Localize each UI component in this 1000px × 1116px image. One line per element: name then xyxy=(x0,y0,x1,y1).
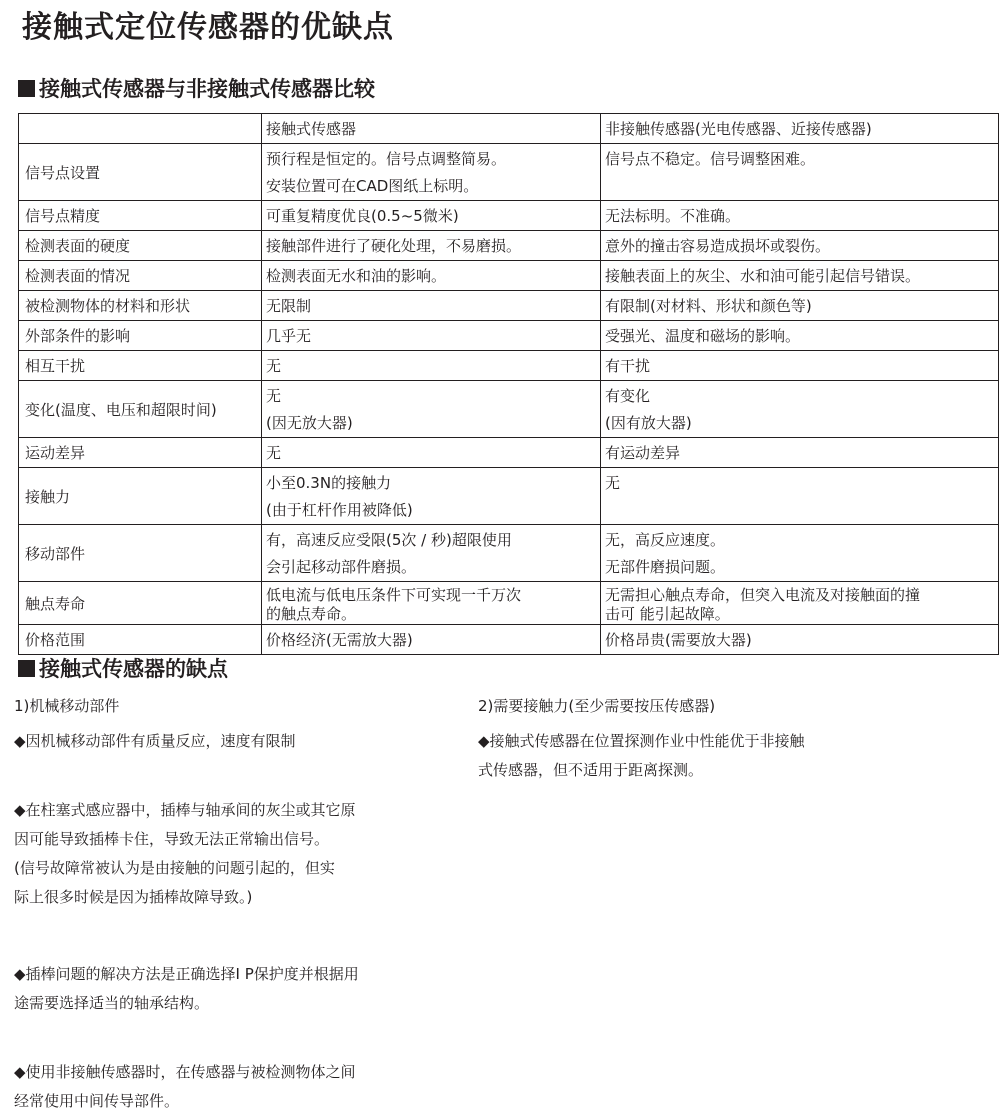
cell-text-line: 受强光、温度和磁场的影响。 xyxy=(605,327,801,345)
disadvantages-left-column xyxy=(14,692,469,1116)
paragraph-line: ◆接触式传感器在位置探测作业中性能优于非接触 xyxy=(478,732,805,750)
disadvantages-section-heading xyxy=(18,656,228,682)
cell-text-line: 价格昂贵(需要放大器) xyxy=(605,631,752,649)
page-title: 接触式定位传感器的优缺点 xyxy=(22,10,394,45)
row-label-cell: 接触力 xyxy=(19,468,262,525)
comparison-section-heading xyxy=(18,76,375,102)
noncontact-cell xyxy=(601,321,999,351)
noncontact-cell xyxy=(601,201,999,231)
paragraph-line: ◆在柱塞式感应器中，插棒与轴承间的灰尘或其它原 xyxy=(14,801,356,819)
table-row xyxy=(19,201,999,231)
row-label-cell: 价格范围 xyxy=(19,625,262,655)
cell-text-line: 价格经济(无需放大器) xyxy=(266,631,413,649)
moving-parts-paragraph-4 xyxy=(14,1058,469,1116)
noncontact-cell xyxy=(601,261,999,291)
cell-text-line: 会引起移动部件磨损。 xyxy=(266,558,417,576)
cell-text-line: 无，高反应速度。 xyxy=(605,531,726,549)
row-label-cell: 外部条件的影响 xyxy=(19,321,262,351)
noncontact-cell xyxy=(601,231,999,261)
cell-text-line: (由于杠杆作用被降低) xyxy=(266,501,413,519)
cell-text-line: 无部件磨损问题。 xyxy=(605,558,726,576)
table-row xyxy=(19,525,999,582)
cell-text-line: (因有放大器) xyxy=(605,414,692,432)
cell-text-line: 无限制 xyxy=(266,297,312,315)
moving-parts-title: 1)机械移动部件 xyxy=(14,697,120,715)
cell-text-line: 预行程是恒定的。信号点调整简易。 xyxy=(266,150,507,168)
noncontact-cell xyxy=(601,582,999,625)
header-cell-empty xyxy=(19,114,262,144)
cell-text-line: 无 xyxy=(266,387,282,405)
row-label-cell: 检测表面的情况 xyxy=(19,261,262,291)
cell-text-line: 检测表面无水和油的影响。 xyxy=(266,267,447,285)
row-label-cell: 信号点设置 xyxy=(19,144,262,201)
cell-text-line: 有运动差异 xyxy=(605,444,681,462)
table-row xyxy=(19,321,999,351)
cell-text-line: 无需担心触点寿命，但突入电流及对接触面的撞 xyxy=(605,586,921,604)
moving-parts-paragraph-2 xyxy=(14,796,469,912)
square-bullet-icon xyxy=(18,80,35,97)
contact-force-paragraph-1 xyxy=(478,727,938,785)
row-label-cell: 检测表面的硬度 xyxy=(19,231,262,261)
paragraph-line: ◆插棒问题的解决方法是正确选择I P保护度并根据用 xyxy=(14,965,359,983)
contact-cell xyxy=(262,261,601,291)
table-row xyxy=(19,231,999,261)
contact-cell xyxy=(262,351,601,381)
cell-text-line: 低电流与低电压条件下可实现一千万次 xyxy=(266,586,522,604)
contact-cell xyxy=(262,468,601,525)
noncontact-cell xyxy=(601,351,999,381)
row-label-cell: 变化(温度、电压和超限时间) xyxy=(19,381,262,438)
noncontact-cell xyxy=(601,381,999,438)
cell-text-line: 小至0.3N的接触力 xyxy=(266,474,392,492)
contact-cell xyxy=(262,144,601,201)
contact-force-title: 2)需要接触力(至少需要按压传感器) xyxy=(478,697,716,715)
noncontact-cell xyxy=(601,525,999,582)
cell-text-line: (因无放大器) xyxy=(266,414,353,432)
cell-text-line: 信号点不稳定。信号调整困难。 xyxy=(605,150,816,168)
cell-text-line: 无法标明。不准确。 xyxy=(605,207,741,225)
noncontact-cell xyxy=(601,438,999,468)
contact-cell xyxy=(262,231,601,261)
disadvantages-heading-text: 接触式传感器的缺点 xyxy=(39,657,228,681)
cell-text-line: 安装位置可在CAD图纸上标明。 xyxy=(266,177,479,195)
row-label-cell: 触点寿命 xyxy=(19,582,262,625)
cell-text-line: 无 xyxy=(605,474,621,492)
square-bullet-icon xyxy=(18,660,35,677)
table-row xyxy=(19,468,999,525)
paragraph-line: (信号故障常被认为是由接触的问题引起的，但实 xyxy=(14,859,335,877)
row-label-cell: 移动部件 xyxy=(19,525,262,582)
row-label-cell: 相互干扰 xyxy=(19,351,262,381)
table-row xyxy=(19,351,999,381)
cell-text-line: 有变化 xyxy=(605,387,651,405)
paragraph-line: 经常使用中间传导部件。 xyxy=(14,1092,180,1110)
cell-text-line: 接触表面上的灰尘、水和油可能引起信号错误。 xyxy=(605,267,921,285)
cell-text-line: 有限制(对材料、形状和颜色等) xyxy=(605,297,812,315)
table-row xyxy=(19,144,999,201)
moving-parts-paragraph-1: ◆因机械移动部件有质量反应，速度有限制 xyxy=(14,732,296,750)
contact-cell xyxy=(262,381,601,438)
row-label-cell: 被检测物体的材料和形状 xyxy=(19,291,262,321)
table-row xyxy=(19,582,999,625)
cell-text-line: 的触点寿命。 xyxy=(266,605,357,623)
comparison-heading-text: 接触式传感器与非接触式传感器比较 xyxy=(39,77,375,101)
row-label-cell: 运动差异 xyxy=(19,438,262,468)
contact-cell xyxy=(262,525,601,582)
table-row xyxy=(19,381,999,438)
noncontact-cell xyxy=(601,144,999,201)
table-row xyxy=(19,625,999,655)
header-cell-noncontact: 非接触传感器(光电传感器、近接传感器) xyxy=(601,114,999,144)
table-header-row xyxy=(19,114,999,144)
cell-text-line: 无 xyxy=(266,444,282,462)
contact-cell xyxy=(262,625,601,655)
noncontact-cell xyxy=(601,468,999,525)
contact-cell xyxy=(262,582,601,625)
paragraph-line: ◆使用非接触传感器时，在传感器与被检测物体之间 xyxy=(14,1063,356,1081)
paragraph-line: 式传感器，但不适用于距离探测。 xyxy=(478,761,704,779)
comparison-table xyxy=(18,113,999,655)
contact-cell xyxy=(262,201,601,231)
paragraph-line: 途需要选择适当的轴承结构。 xyxy=(14,994,210,1012)
contact-cell xyxy=(262,291,601,321)
noncontact-cell xyxy=(601,291,999,321)
paragraph-line: 际上很多时候是因为插棒故障导致。) xyxy=(14,888,253,906)
disadvantages-right-column xyxy=(478,692,938,785)
table-row xyxy=(19,261,999,291)
cell-text-line: 几乎无 xyxy=(266,327,312,345)
cell-text-line: 接触部件进行了硬化处理，不易磨损。 xyxy=(266,237,522,255)
cell-text-line: 无 xyxy=(266,357,282,375)
paragraph-line: 因可能导致插棒卡住，导致无法正常输出信号。 xyxy=(14,830,330,848)
cell-text-line: 可重复精度优良(0.5~5微米) xyxy=(266,207,459,225)
moving-parts-paragraph-3 xyxy=(14,960,469,1018)
cell-text-line: 击可 能引起故障。 xyxy=(605,605,730,623)
noncontact-cell xyxy=(601,625,999,655)
header-cell-contact: 接触式传感器 xyxy=(262,114,601,144)
cell-text-line: 意外的撞击容易造成损坏或裂伤。 xyxy=(605,237,831,255)
row-label-cell: 信号点精度 xyxy=(19,201,262,231)
contact-cell xyxy=(262,321,601,351)
table-row xyxy=(19,291,999,321)
cell-text-line: 有干扰 xyxy=(605,357,651,375)
cell-text-line: 有，高速反应受限(5次 / 秒)超限使用 xyxy=(266,531,512,549)
table-row xyxy=(19,438,999,468)
contact-cell xyxy=(262,438,601,468)
